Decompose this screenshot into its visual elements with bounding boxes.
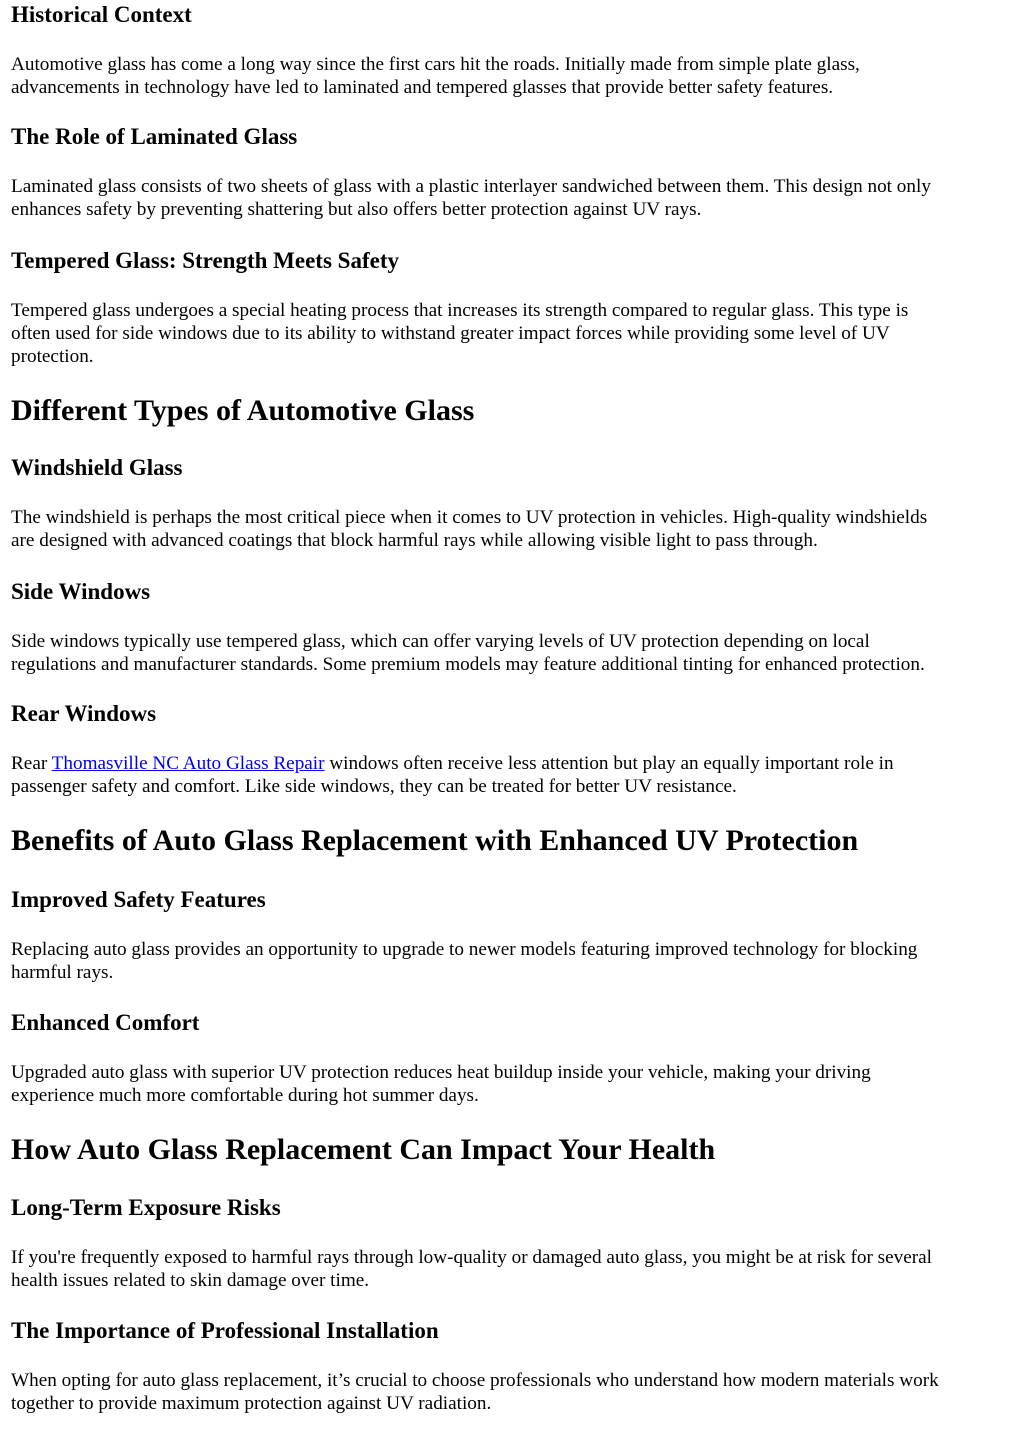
paragraph-line: often used for side windows due to its ability to withstand greater impact forces while providing some level of UV <box>11 323 890 344</box>
paragraph-line: are designed with advanced coatings that block harmful rays while allowing visible light to pass through. <box>11 530 818 551</box>
paragraph-line: advancements in technology have led to laminated and tempered glasses that provide better safety features. <box>11 77 834 98</box>
heading-enhanced-comfort: Enhanced Comfort <box>11 1010 200 1035</box>
paragraph-line: together to provide maximum protection against UV radiation. <box>11 1393 492 1414</box>
heading-rear-windows: Rear Windows <box>11 701 157 726</box>
heading-historical-context: Historical Context <box>11 2 192 27</box>
heading-professional-installation: The Importance of Professional Installation <box>11 1318 439 1343</box>
paragraph-text: windows often receive less attention but play an equally important role in <box>324 753 894 774</box>
heading-benefits: Benefits of Auto Glass Replacement with Enhanced UV Protection <box>11 824 859 857</box>
thomasville-auto-glass-link[interactable]: Thomasville NC Auto Glass Repair <box>51 753 325 774</box>
heading-exposure-risks: Long-Term Exposure Risks <box>11 1195 281 1220</box>
paragraph-line: regulations and manufacturer standards. Some premium models may feature additional tinting for enhanced protection. <box>11 654 925 675</box>
paragraph-text: Rear <box>11 753 52 774</box>
heading-windshield-glass: Windshield Glass <box>11 455 183 480</box>
paragraph-line: Replacing auto glass provides an opportunity to upgrade to newer models featuring improved technology for blocking <box>11 939 918 960</box>
heading-health-impact: How Auto Glass Replacement Can Impact Your Health <box>11 1133 716 1166</box>
paragraph-line: Laminated glass consists of two sheets of glass with a plastic interlayer sandwiched between them. This design not only <box>11 176 931 197</box>
paragraph-line: Side windows typically use tempered glass, which can offer varying levels of UV protection depending on local <box>11 631 870 652</box>
heading-laminated-glass: The Role of Laminated Glass <box>11 124 298 149</box>
paragraph-line: Automotive glass has come a long way since the first cars hit the roads. Initially made from simple plate glass, <box>11 54 860 75</box>
paragraph-line: harmful rays. <box>11 962 114 983</box>
paragraph-line: If you're frequently exposed to harmful rays through low-quality or damaged auto glass, you might be at risk for several <box>11 1247 933 1268</box>
paragraph-line: passenger safety and comfort. Like side windows, they can be treated for better UV resistance. <box>11 776 737 797</box>
paragraph-line: enhances safety by preventing shattering but also offers better protection against UV rays. <box>11 199 702 220</box>
paragraph-line: Upgraded auto glass with superior UV protection reduces heat buildup inside your vehicle, making your driving <box>11 1062 871 1083</box>
heading-improved-safety: Improved Safety Features <box>11 887 266 912</box>
paragraph-line: When opting for auto glass replacement, it’s crucial to choose professionals who understand how modern materials work <box>11 1370 939 1391</box>
paragraph-line: experience much more comfortable during hot summer days. <box>11 1085 479 1106</box>
heading-types-of-glass: Different Types of Automotive Glass <box>11 394 475 427</box>
heading-tempered-glass: Tempered Glass: Strength Meets Safety <box>11 248 399 273</box>
paragraph-line: protection. <box>11 346 94 367</box>
paragraph-line: health issues related to skin damage over time. <box>11 1270 370 1291</box>
paragraph-line: Tempered glass undergoes a special heating process that increases its strength compared to regular glass. This type is <box>11 300 909 321</box>
heading-side-windows: Side Windows <box>11 579 151 604</box>
paragraph-line: The windshield is perhaps the most critical piece when it comes to UV protection in vehicles. High-quality windshields <box>11 507 928 528</box>
paragraph-line-with-link <box>11 752 894 775</box>
